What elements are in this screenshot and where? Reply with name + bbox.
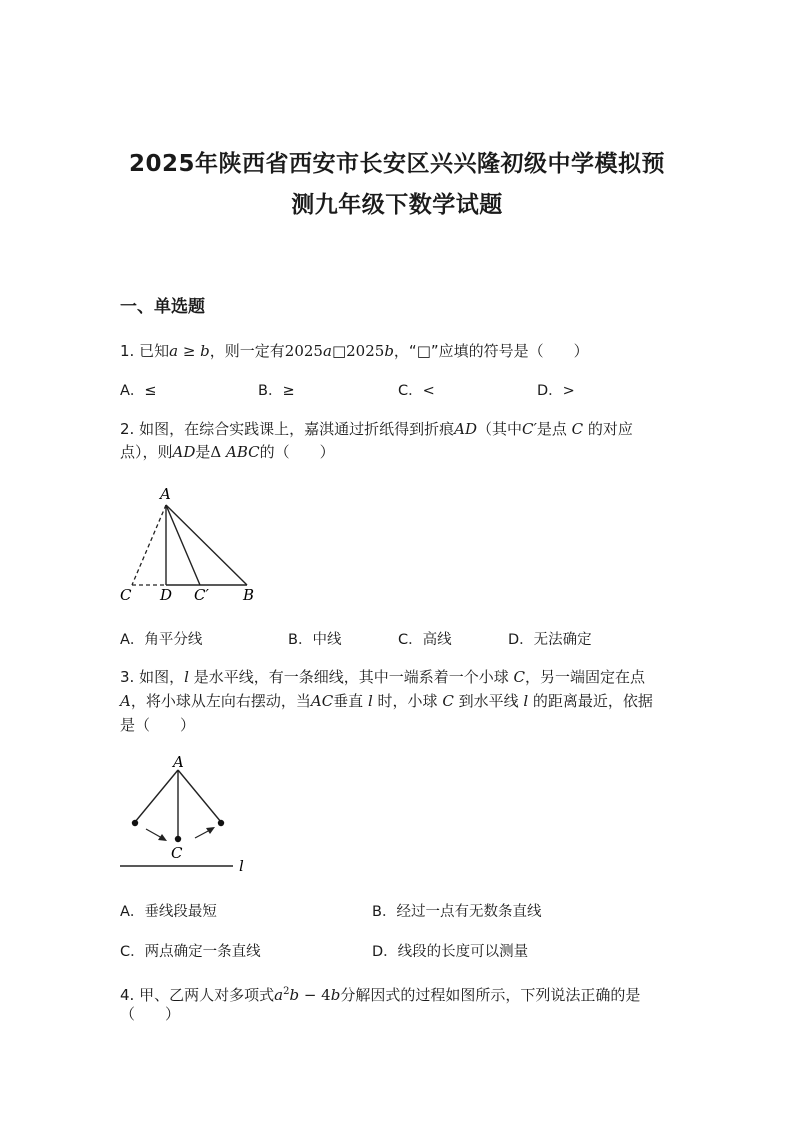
- arrow-right-shaft: [195, 830, 210, 838]
- segment-ac-prime: [166, 505, 200, 585]
- q1-option-c[interactable]: C．<: [398, 383, 435, 399]
- label-c: C: [171, 844, 183, 862]
- string-right: [178, 770, 221, 822]
- q3-option-a[interactable]: A．垂线段最短: [120, 904, 217, 920]
- arrow-right-head: [206, 827, 215, 834]
- q2-option-b[interactable]: B．中线: [288, 632, 342, 648]
- arrow-left-head: [158, 834, 167, 841]
- question-4-line-2: （ ）: [120, 1005, 181, 1023]
- question-3-line-2: A，将小球从左向右摆动，当AC垂直 l 时，小球 C 到水平线 l 的距离最近，依据: [120, 692, 653, 710]
- string-left: [135, 770, 178, 822]
- page-title-line-2: 测九年级下数学试题: [291, 192, 503, 218]
- q3-option-d[interactable]: D．线段的长度可以测量: [372, 944, 529, 960]
- section-heading: 一、单选题: [120, 297, 205, 317]
- label-a: A: [173, 753, 184, 771]
- question-4-line-1: 4. 甲、乙两人对多项式$a^2b - 4b$分解因式的过程如图所示，下列说法正确的是: [120, 986, 641, 1004]
- page-title-line-1: 2025年陕西省西安市长安区兴兴隆初级中学模拟预: [128, 151, 665, 177]
- q2-option-d[interactable]: D．无法确定: [508, 632, 592, 648]
- label-b: B: [243, 586, 255, 604]
- fold-line-ac: [132, 505, 166, 585]
- q2-option-c[interactable]: C．高线: [398, 632, 452, 648]
- q3-figure-pendulum: [115, 752, 255, 877]
- label-d: D: [160, 586, 173, 604]
- q3-option-b[interactable]: B．经过一点有无数条直线: [372, 904, 542, 920]
- label-a: A: [160, 485, 171, 503]
- question-1: 1. 已知a ≥ b，则一定有2025a□2025b，“□”应填的符号是（ ）: [120, 342, 589, 360]
- arrow-left-shaft: [146, 829, 162, 838]
- segment-ab: [166, 505, 247, 585]
- q2-figure-triangle: [110, 480, 280, 605]
- ball-c: [175, 836, 181, 842]
- ball-right: [218, 820, 224, 826]
- ball-left: [132, 820, 138, 826]
- question-2-line-2: 点），则AD是Δ ABC的（ ）: [120, 443, 335, 461]
- question-3-line-3: 是（ ）: [120, 716, 196, 734]
- label-c: C: [120, 586, 132, 604]
- q2-option-a[interactable]: A．角平分线: [120, 632, 203, 648]
- label-l: l: [239, 857, 244, 875]
- q3-option-c[interactable]: C．两点确定一条直线: [120, 944, 261, 960]
- question-2-line-1: 2. 如图，在综合实践课上，嘉淇通过折纸得到折痕AD（其中C′是点 C 的对应: [120, 420, 633, 438]
- q1-option-d[interactable]: D．>: [537, 383, 575, 399]
- q1-option-a[interactable]: A．≤: [120, 383, 157, 399]
- label-c-prime: C′: [194, 586, 209, 604]
- q1-option-b[interactable]: B．≥: [258, 383, 295, 399]
- question-3-line-1: 3. 如图，l 是水平线，有一条细线，其中一端系着一个小球 C，另一端固定在点: [120, 668, 645, 686]
